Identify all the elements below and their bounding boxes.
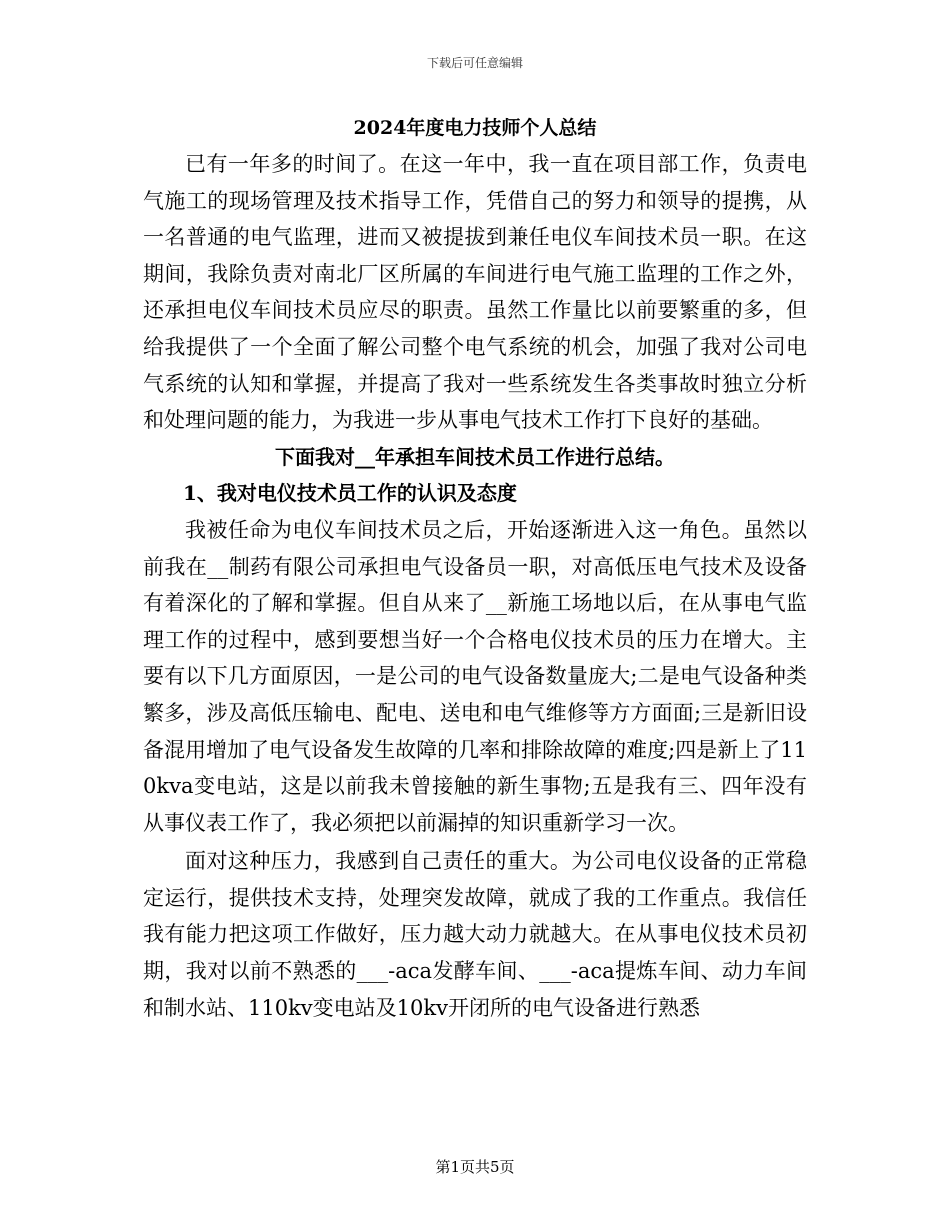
intro-paragraph: 已有一年多的时间了。在这一年中，我一直在项目部工作，负责电气施工的现场管理及技术指导工作，凭借自己的努力和领导的提携，从一名普通的电气监理，进而又被提拔到兼任电仪车间技术员一职。在这期间，我除负责对南北厂区所属的车间进行电气施工监理的工作之外，还承担电仪车间技术员应尽的职责。虽然工作量比以前要繁重的多，但给我提供了一个全面了解公司整个电气系统的机会，加强了我对公司电气系统的认知和掌握，并提高了我对一些系统发生各类事故时独立分析和处理问题的能力，为我进一步从事电气技术工作打下良好的基础。 bbox=[143, 152, 807, 433]
document-body bbox=[143, 110, 807, 1026]
header-note: 下载后可任意编辑 bbox=[426, 56, 523, 70]
section1-paragraph-2: 面对这种压力，我感到自己责任的重大。为公司电仪设备的正常稳定运行，提供技术支持，处理突发故障，就成了我的工作重点。我信任我有能力把这项工作做好，压力越大动力就越大。在从事电仪技术员初期，我对以前不熟悉的___-aca发酵车间、___-aca提炼车间、动力车间和制水站、110kv变电站及10kv开闭所的电气设备进行熟悉 bbox=[143, 849, 807, 1020]
section1-paragraph-1: 我被任命为电仪车间技术员之后，开始逐渐进入这一角色。虽然以前我在__制药有限公司承担电气设备员一职，对高低压电气技术及设备有着深化的了解和掌握。但自从来了__新施工场地以后，在从事电气监理工作的过程中，感到要想当好一个合格电仪技术员的压力在增大。主要有以下几方面原因，一是公司的电气设备数量庞大;二是电气设备种类繁多，涉及高低压输电、配电、送电和电气维修等方方面面;三是新旧设备混用增加了电气设备发生故障的几率和排除故障的难度;四是新上了110kva变电站，这是以前我未曾接触的新生事物;五是我有三、四年没有从事仪表工作了，我必须把以前漏掉的知识重新学习一次。 bbox=[143, 517, 807, 835]
section1-heading: 1、我对电仪技术员工作的认识及态度 bbox=[183, 481, 517, 506]
summary-heading: 下面我对__年承担车间技术员工作进行总结。 bbox=[275, 444, 675, 469]
page-number: 第1页共5页 bbox=[435, 1158, 515, 1176]
document-title: 2024年度电力技师个人总结 bbox=[353, 117, 597, 139]
